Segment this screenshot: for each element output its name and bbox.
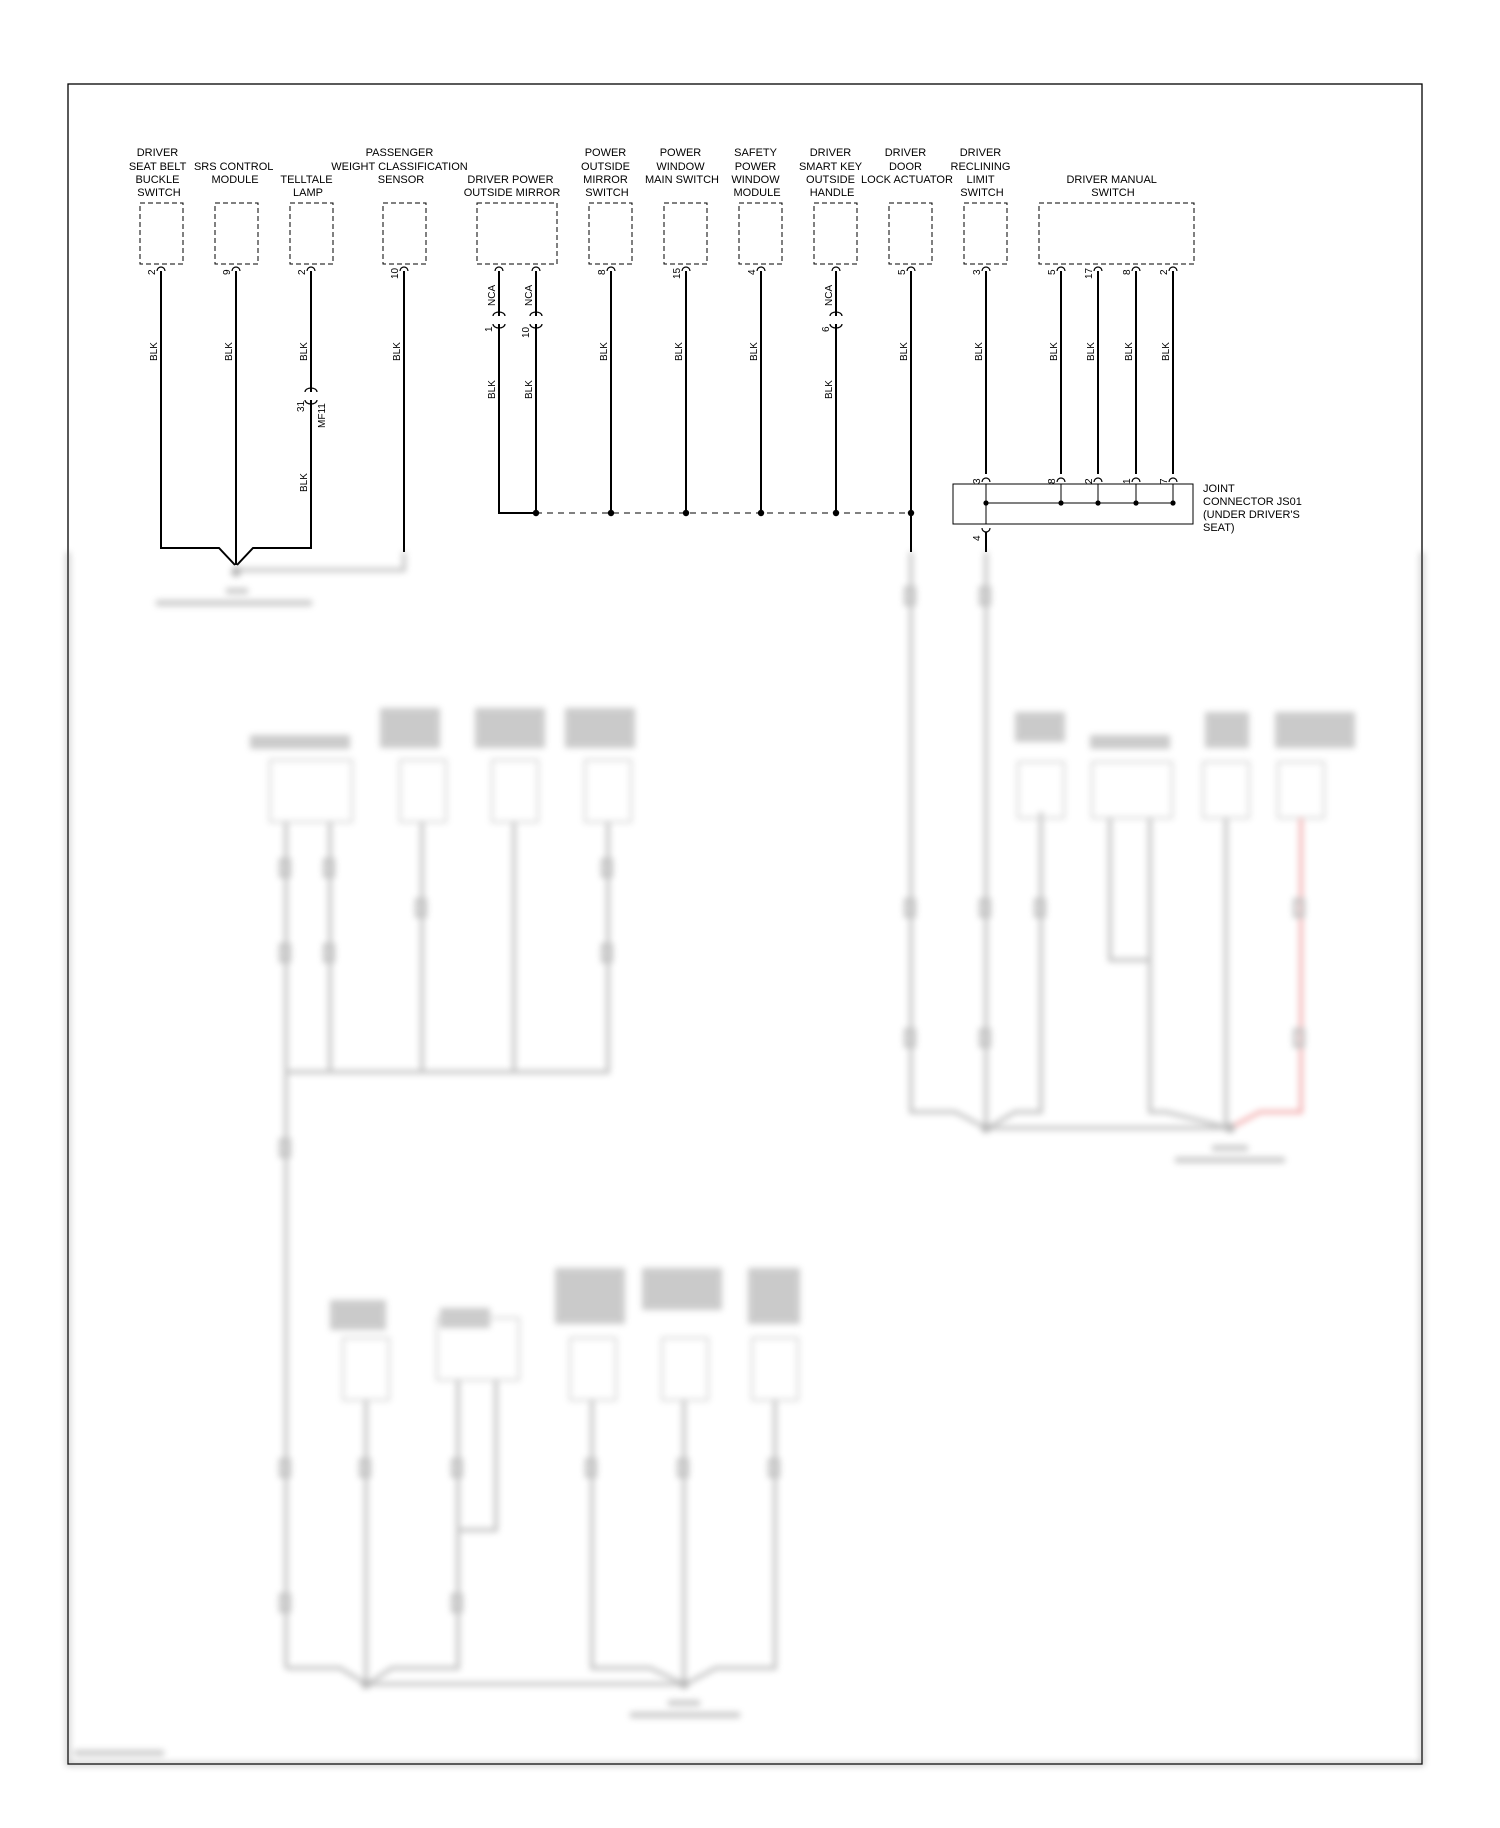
pin-label: 5 bbox=[1047, 269, 1058, 275]
splice-point bbox=[758, 510, 764, 516]
box-driver-smart-key-outside-handle bbox=[814, 203, 857, 264]
obscured-wire bbox=[458, 1380, 496, 1530]
pin-arc bbox=[1169, 478, 1177, 482]
wire-label: BLK bbox=[524, 380, 535, 399]
pin-label: 2 bbox=[1159, 269, 1170, 275]
pin-arc bbox=[982, 267, 990, 271]
obscured-box bbox=[343, 1338, 389, 1400]
wire-label: BLK bbox=[974, 342, 985, 361]
pin-label-mirror-a: 1 bbox=[484, 326, 495, 332]
joint-point bbox=[1133, 500, 1138, 505]
obscured-text bbox=[1175, 1157, 1285, 1163]
obscured-wire bbox=[236, 552, 404, 572]
obscured-wire bbox=[368, 1380, 458, 1684]
pin-arc bbox=[495, 267, 503, 271]
pin-arc bbox=[1094, 267, 1102, 271]
box-driver-seat-belt-buckle-switch bbox=[140, 203, 183, 264]
pin-label: 5 bbox=[897, 269, 908, 275]
label-driver-manual-switch: DRIVER MANUAL SWITCH bbox=[1066, 174, 1157, 199]
pin-arc bbox=[982, 528, 990, 532]
box-driver-reclining-limit-switch bbox=[964, 203, 1007, 264]
pin-label: 7 bbox=[1159, 478, 1170, 484]
pin-label: 2 bbox=[297, 269, 308, 275]
obscured-text bbox=[1015, 712, 1065, 742]
obscured-text bbox=[748, 1268, 800, 1324]
box-telltale-lamp bbox=[290, 203, 333, 264]
obscured-text bbox=[1205, 712, 1249, 748]
wire-seat-belt bbox=[161, 271, 235, 565]
pin-arc bbox=[307, 267, 315, 271]
obscured-red-wire bbox=[1230, 818, 1301, 1128]
splice-point bbox=[533, 510, 539, 516]
wire-label: BLK bbox=[1049, 342, 1060, 361]
obscured-text bbox=[1275, 712, 1355, 748]
wire-label: BLK bbox=[824, 380, 835, 399]
joint-drop bbox=[1061, 484, 1173, 503]
obscured-wire bbox=[686, 1400, 775, 1684]
wire-label: BLK bbox=[1161, 342, 1172, 361]
pin-label: 1 bbox=[1122, 478, 1133, 484]
diagram-frame bbox=[68, 84, 1422, 1764]
label-driver-seat-belt-buckle-switch: DRIVER SEAT BELT BUCKLE SWITCH bbox=[128, 147, 187, 199]
wire-label: BLK bbox=[299, 473, 310, 492]
obscured-ground bbox=[1225, 1123, 1235, 1133]
obscured-box bbox=[270, 760, 352, 822]
obscured-text bbox=[250, 735, 350, 749]
box-power-window-main-switch bbox=[664, 203, 707, 264]
pin-arc bbox=[1132, 267, 1140, 271]
label-joint-connector: JOINT CONNECTOR JS01 (UNDER DRIVER'S SEAT) bbox=[1203, 483, 1302, 534]
splice-point bbox=[833, 510, 839, 516]
pin-label-smart-key: 6 bbox=[821, 326, 832, 332]
pin-arc bbox=[832, 267, 840, 271]
wire-label: BLK bbox=[1086, 342, 1097, 361]
pin-label: 8 bbox=[1047, 478, 1058, 484]
connector-name-mf11: MF11 bbox=[317, 403, 328, 428]
pin-arc bbox=[1094, 478, 1102, 482]
pin-label-mf11: 31 bbox=[296, 400, 307, 412]
obscured-box bbox=[752, 1338, 798, 1400]
pin-label: 4 bbox=[972, 535, 983, 541]
box-safety-power-window-module bbox=[739, 203, 782, 264]
wire-label: BLK bbox=[487, 380, 498, 399]
box-driver-door-lock-actuator bbox=[889, 203, 932, 264]
box-driver-manual-switch bbox=[1039, 203, 1194, 264]
box-power-outside-mirror-switch bbox=[589, 203, 632, 264]
pin-label: 3 bbox=[972, 269, 983, 275]
joint-point bbox=[1170, 500, 1175, 505]
obscured-box bbox=[1203, 762, 1249, 818]
obscured-box bbox=[400, 760, 446, 822]
pin-label: 2 bbox=[1084, 478, 1095, 484]
pin-label: 4 bbox=[747, 269, 758, 275]
joint-point bbox=[1058, 500, 1063, 505]
obscured-text bbox=[1212, 1145, 1248, 1151]
obscured-text bbox=[668, 1700, 700, 1706]
label-driver-power-outside-mirror: DRIVER POWER OUTSIDE MIRROR bbox=[463, 174, 561, 199]
obscured-text bbox=[74, 1750, 164, 1756]
obscured-lower-diagram bbox=[68, 552, 1422, 1764]
top-wires bbox=[161, 271, 1173, 565]
pin-arc bbox=[757, 267, 765, 271]
pin-label: 15 bbox=[672, 267, 683, 279]
obscured-text bbox=[555, 1268, 625, 1324]
obscured-box bbox=[570, 1338, 616, 1400]
wire-label: BLK bbox=[674, 342, 685, 361]
label-driver-smart-key-outside-handle: DRIVER SMART KEY OUTSIDE HANDLE bbox=[798, 147, 862, 199]
wire-label: BLK bbox=[1124, 342, 1135, 361]
obscured-ground bbox=[679, 1679, 689, 1689]
pin-label: 8 bbox=[1122, 269, 1133, 275]
pin-arc bbox=[532, 267, 540, 271]
pin-label: 10 bbox=[390, 267, 401, 279]
wire-label: BLK bbox=[299, 342, 310, 361]
splice-point bbox=[908, 510, 914, 516]
wire-mirror-a-lower bbox=[499, 324, 536, 513]
pin-arc bbox=[1057, 478, 1065, 482]
joint-connector-js01 bbox=[953, 478, 1305, 552]
label-safety-power-window-module: SAFETY POWER WINDOW MODULE bbox=[731, 147, 781, 199]
wire-color-labels bbox=[149, 285, 1172, 492]
obscured-box bbox=[662, 1338, 708, 1400]
wire-label: BLK bbox=[392, 342, 403, 361]
pin-arc bbox=[907, 267, 915, 271]
obscured-box bbox=[492, 760, 538, 822]
wire-label: BLK bbox=[224, 342, 235, 361]
box-srs-control-module bbox=[215, 203, 258, 264]
obscured-text bbox=[330, 1300, 386, 1330]
pin-arc bbox=[1132, 478, 1140, 482]
obscured-wire bbox=[1150, 818, 1230, 1128]
pin-arc bbox=[982, 478, 990, 482]
obscured-text bbox=[630, 1712, 740, 1718]
joint-point bbox=[983, 500, 988, 505]
component-boxes bbox=[140, 203, 1194, 264]
pin-arc bbox=[1169, 267, 1177, 271]
obscured-text bbox=[475, 708, 545, 748]
pin-arc bbox=[400, 267, 408, 271]
obscured-wire bbox=[988, 812, 1041, 1128]
wire-label: NCA bbox=[824, 284, 835, 306]
obscured-ground bbox=[231, 567, 241, 577]
obscured-wire bbox=[286, 1668, 366, 1684]
label-power-outside-mirror-switch: POWER OUTSIDE MIRROR SWITCH bbox=[581, 147, 630, 199]
obscured-text bbox=[1090, 735, 1170, 749]
label-power-window-main-switch: POWER WINDOW MAIN SWITCH bbox=[645, 147, 719, 186]
box-driver-power-outside-mirror bbox=[477, 203, 557, 264]
obscured-ground bbox=[361, 1679, 371, 1689]
splice-point bbox=[683, 510, 689, 516]
obscured-wire bbox=[911, 552, 986, 1128]
label-driver-reclining-limit-switch: DRIVER RECLINING LIMIT SWITCH bbox=[950, 147, 1011, 199]
obscured-text bbox=[380, 708, 440, 748]
pin-label: 17 bbox=[1084, 267, 1095, 279]
pin-label: 9 bbox=[222, 269, 233, 275]
obscured-ground bbox=[981, 1123, 991, 1133]
pin-arc bbox=[682, 267, 690, 271]
pin-arc bbox=[1057, 267, 1065, 271]
wire-label: BLK bbox=[149, 342, 160, 361]
label-driver-door-lock-actuator: DRIVER DOOR LOCK ACTUATOR bbox=[861, 147, 953, 186]
wire-label: NCA bbox=[524, 284, 535, 306]
wire-label: BLK bbox=[599, 342, 610, 361]
component-labels bbox=[129, 147, 1160, 199]
joint-point bbox=[1095, 500, 1100, 505]
obscured-text bbox=[565, 708, 635, 748]
pin-label-mirror-b: 10 bbox=[521, 326, 532, 338]
pin-arc bbox=[232, 267, 240, 271]
obscured-box bbox=[1018, 762, 1064, 818]
box-passenger-weight-classification-sensor bbox=[383, 203, 426, 264]
wire-label: BLK bbox=[899, 342, 910, 361]
obscured-wire bbox=[592, 1400, 684, 1684]
label-telltale-lamp: TELLTALE LAMP bbox=[280, 174, 333, 199]
pin-connectors bbox=[147, 267, 1177, 279]
obscured-text bbox=[642, 1268, 722, 1310]
obscured-text bbox=[156, 600, 312, 606]
label-passenger-weight-classification-sensor: PASSENGER WEIGHT CLASSIFICATION SENSOR bbox=[331, 147, 468, 186]
label-srs-control-module: SRS CONTROL MODULE bbox=[193, 161, 273, 186]
wire-label: NCA bbox=[487, 284, 498, 306]
obscured-text bbox=[226, 588, 248, 594]
obscured-box bbox=[1092, 762, 1172, 818]
pin-arc bbox=[607, 267, 615, 271]
joint-connector-box bbox=[953, 484, 1193, 524]
pin-label: 2 bbox=[147, 269, 158, 275]
pin-arc bbox=[157, 267, 165, 271]
splice-point bbox=[608, 510, 614, 516]
obscured-box bbox=[1278, 762, 1324, 818]
pin-label: 3 bbox=[972, 478, 983, 484]
pin-label: 8 bbox=[597, 269, 608, 275]
wire-label: BLK bbox=[749, 342, 760, 361]
obscured-box bbox=[585, 760, 631, 822]
